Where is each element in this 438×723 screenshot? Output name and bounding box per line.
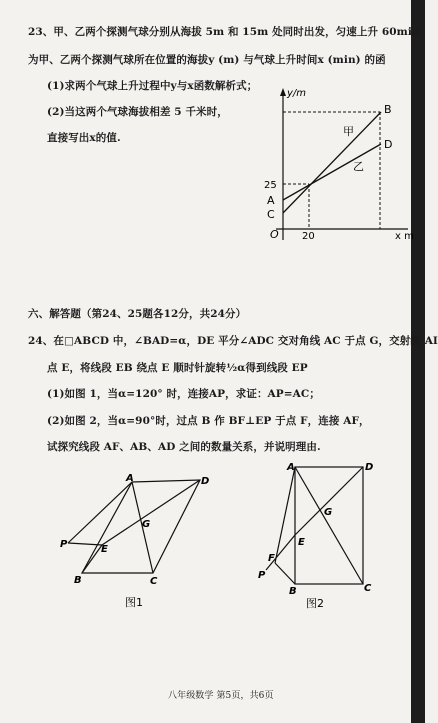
section-six-heading: 六、解答题（第24、25题各12分，共24分） xyxy=(28,308,247,320)
tick-y-25: 25 xyxy=(264,180,277,191)
q24-part2: (2)如图 2，当α=90°时，过点 B 作 BF⊥EP 于点 F，连接 AF， xyxy=(47,415,370,427)
fig1-label-e: E xyxy=(101,544,108,555)
tick-x-20: 20 xyxy=(302,231,315,242)
figure-1 xyxy=(55,465,225,615)
segment-bf xyxy=(275,563,295,584)
q23-part2b: 直接写出x的值. xyxy=(47,132,121,144)
point-a-label: A xyxy=(267,194,275,207)
segment-de xyxy=(102,480,200,545)
fig2-label-a: A xyxy=(287,462,295,473)
q23-line2: 为甲、乙两个探测气球所在位置的海拔y (m) 与气球上升时间x (min) 的函 xyxy=(28,54,386,66)
fig1-label-c: C xyxy=(150,576,158,587)
fig1-label-b: B xyxy=(74,575,82,586)
q23-part2: (2)当这两个气球海拔相差 5 千米时， xyxy=(47,106,228,118)
q23-line1: 23、甲、乙两个探测气球分别从海拔 5m 和 15m 处同时出发，匀速上升 60min xyxy=(28,26,420,38)
x-axis-label: x m xyxy=(395,231,414,242)
point-b-label: B xyxy=(384,103,392,116)
line-jia xyxy=(283,112,381,213)
q24-part1: (1)如图 1，当α=120° 时，连接AP，求证：AP=AC； xyxy=(47,388,320,400)
q24-line2: 点 E，将线段 EB 绕点 E 顺时针旋转½α得到线段 EP xyxy=(47,362,308,374)
fig1-label-d: D xyxy=(201,476,210,487)
y-axis-label: y/m xyxy=(287,88,307,99)
segment-af xyxy=(275,467,295,563)
fig1-caption: 图1 xyxy=(125,596,143,609)
page-footer: 八年级数学 第5页，共6页 xyxy=(168,691,274,701)
segment-pe xyxy=(68,543,102,545)
fig2-label-b: B xyxy=(289,586,297,597)
fig2-label-p: P xyxy=(258,570,266,581)
fig1-label-p: P xyxy=(60,539,68,550)
segment-eb xyxy=(82,545,102,573)
figure-2 xyxy=(255,460,385,615)
point-d-label: D xyxy=(384,138,393,151)
q24-line1: 24、在□ABCD 中，∠BAD=α，DE 平分∠ADC 交对角线 AC 于点 G，交射线 AI xyxy=(28,335,438,347)
segment-ap xyxy=(68,482,132,543)
fig1-label-a: A xyxy=(126,473,134,484)
parallelogram-abcd xyxy=(82,480,200,573)
fig1-label-g: G xyxy=(142,519,151,530)
q24-part2b: 试探究线段 AF、AB、AD 之间的数量关系，并说明理由. xyxy=(47,441,321,453)
fig2-label-g: G xyxy=(324,507,333,518)
fig2-label-d: D xyxy=(365,462,374,473)
point-c-label: C xyxy=(267,208,275,221)
q23-part1: (1)求两个气球上升过程中y与x函数解析式； xyxy=(47,80,258,92)
label-yi: 乙 xyxy=(353,160,364,173)
q23-graph xyxy=(258,82,414,247)
origin-label: O xyxy=(270,228,279,241)
fig2-caption: 图2 xyxy=(306,597,324,610)
fig2-label-c: C xyxy=(364,583,372,594)
page-edge-shadow xyxy=(411,0,425,723)
fig2-label-e: E xyxy=(298,537,305,548)
fig2-label-f: F xyxy=(268,553,275,564)
label-jia: 甲 xyxy=(343,125,354,138)
line-yi xyxy=(283,144,381,200)
y-axis-arrow xyxy=(280,88,286,96)
